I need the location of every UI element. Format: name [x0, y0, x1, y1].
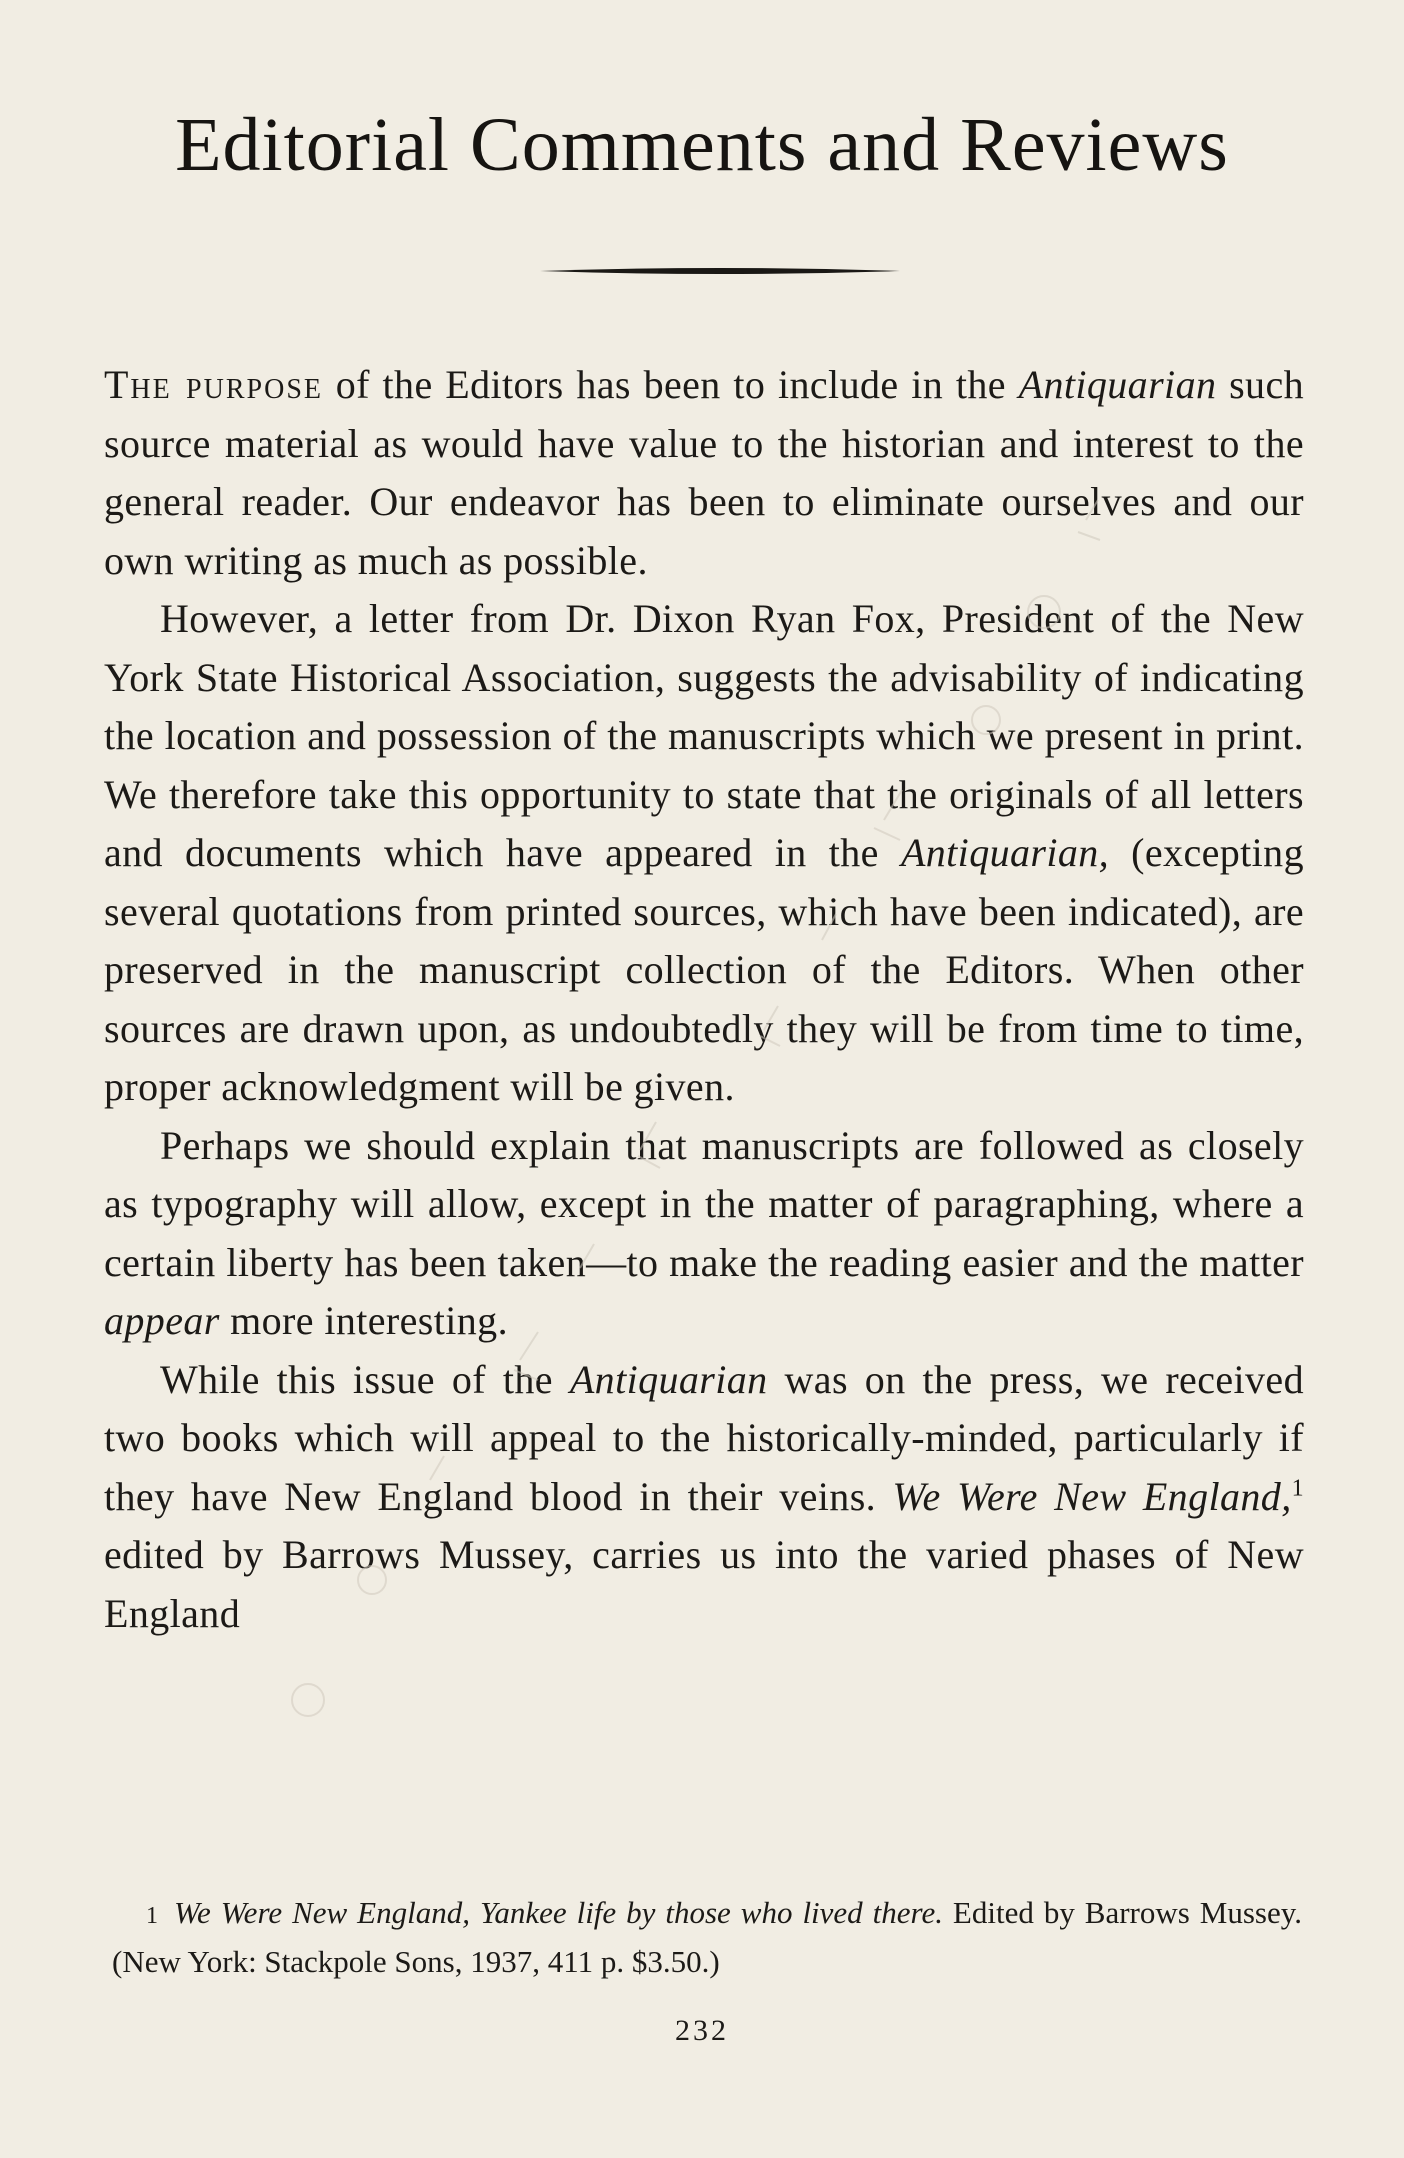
footnote: [112, 1890, 1302, 1985]
footnote-text: Edited by Barrows Mussey. (New York: Stackpole Sons, 1937, 411 p. $3.50.): [112, 1895, 1302, 1979]
paragraph-3: [104, 1117, 1304, 1351]
paragraph-2-text-a: However, a letter from Dr. Dixon Ryan Fox, President of the New York State Historical Association, suggests the advisability of indicating the location and possession of the manuscripts which we present in print. We therefore take this opportunity to state that the originals of all letters and documents which have appeared in the: [104, 596, 1304, 875]
page-number: 232: [675, 2014, 729, 2047]
footnote-reference: 1: [1291, 1475, 1304, 1502]
paragraph-2-text-b: (excepting several quotations from printed sources, which have been indicated), are preserved in the manuscript collection of the Editors. When other sources are drawn upon, as undoubtedly they will be from time to time, proper acknowledgment will be given.: [104, 830, 1304, 1109]
paragraph-4: [104, 1351, 1304, 1644]
footnote-italic: We Were New England, Yankee life by those who lived there.: [174, 1895, 943, 1930]
paragraph-4-italic-a: Antiquarian: [569, 1356, 768, 1402]
page-title: Editorial Comments and Reviews: [175, 103, 1229, 187]
article-body: [104, 356, 1304, 1643]
paragraph-1-text-b: such source material as would have value to the historian and interest to the general reader. Our endeavor has been to eliminate ourselves and our own writing as much as possible.: [104, 362, 1304, 583]
paragraph-1-text-a: of the Editors has been to include in the: [323, 362, 1019, 407]
footnote-number: 1: [146, 1903, 158, 1929]
paragraph-1: [104, 356, 1304, 590]
paragraph-4-text-c: edited by Barrows Mussey, carries us into the varied phases of New England: [104, 1532, 1304, 1636]
title-rule: [540, 266, 900, 276]
paragraph-2: [104, 590, 1304, 1117]
paragraph-4-italic-b: We Were New England,: [892, 1473, 1292, 1519]
lead-in-small-caps: The purpose: [104, 362, 323, 407]
paragraph-1-italic: Antiquarian: [1018, 362, 1217, 407]
paragraph-3-italic: appear: [104, 1298, 220, 1343]
paragraph-4-text-b: was on the press, we received two books which will appeal to the historically-minded, particularly if they have New England blood in their veins.: [104, 1356, 1304, 1519]
paragraph-2-italic: Antiquarian,: [900, 830, 1110, 875]
paragraph-3-text-b: more interesting.: [219, 1298, 508, 1343]
paragraph-3-text-a: Perhaps we should explain that manuscripts are followed as closely as typography will allow, except in the matter of paragraphing, where a certain liberty has been taken—to make the reading easier and the matter: [104, 1122, 1304, 1285]
paragraph-4-text-a: While this issue of the: [160, 1356, 570, 1402]
footnote-paragraph: [112, 1890, 1302, 1985]
